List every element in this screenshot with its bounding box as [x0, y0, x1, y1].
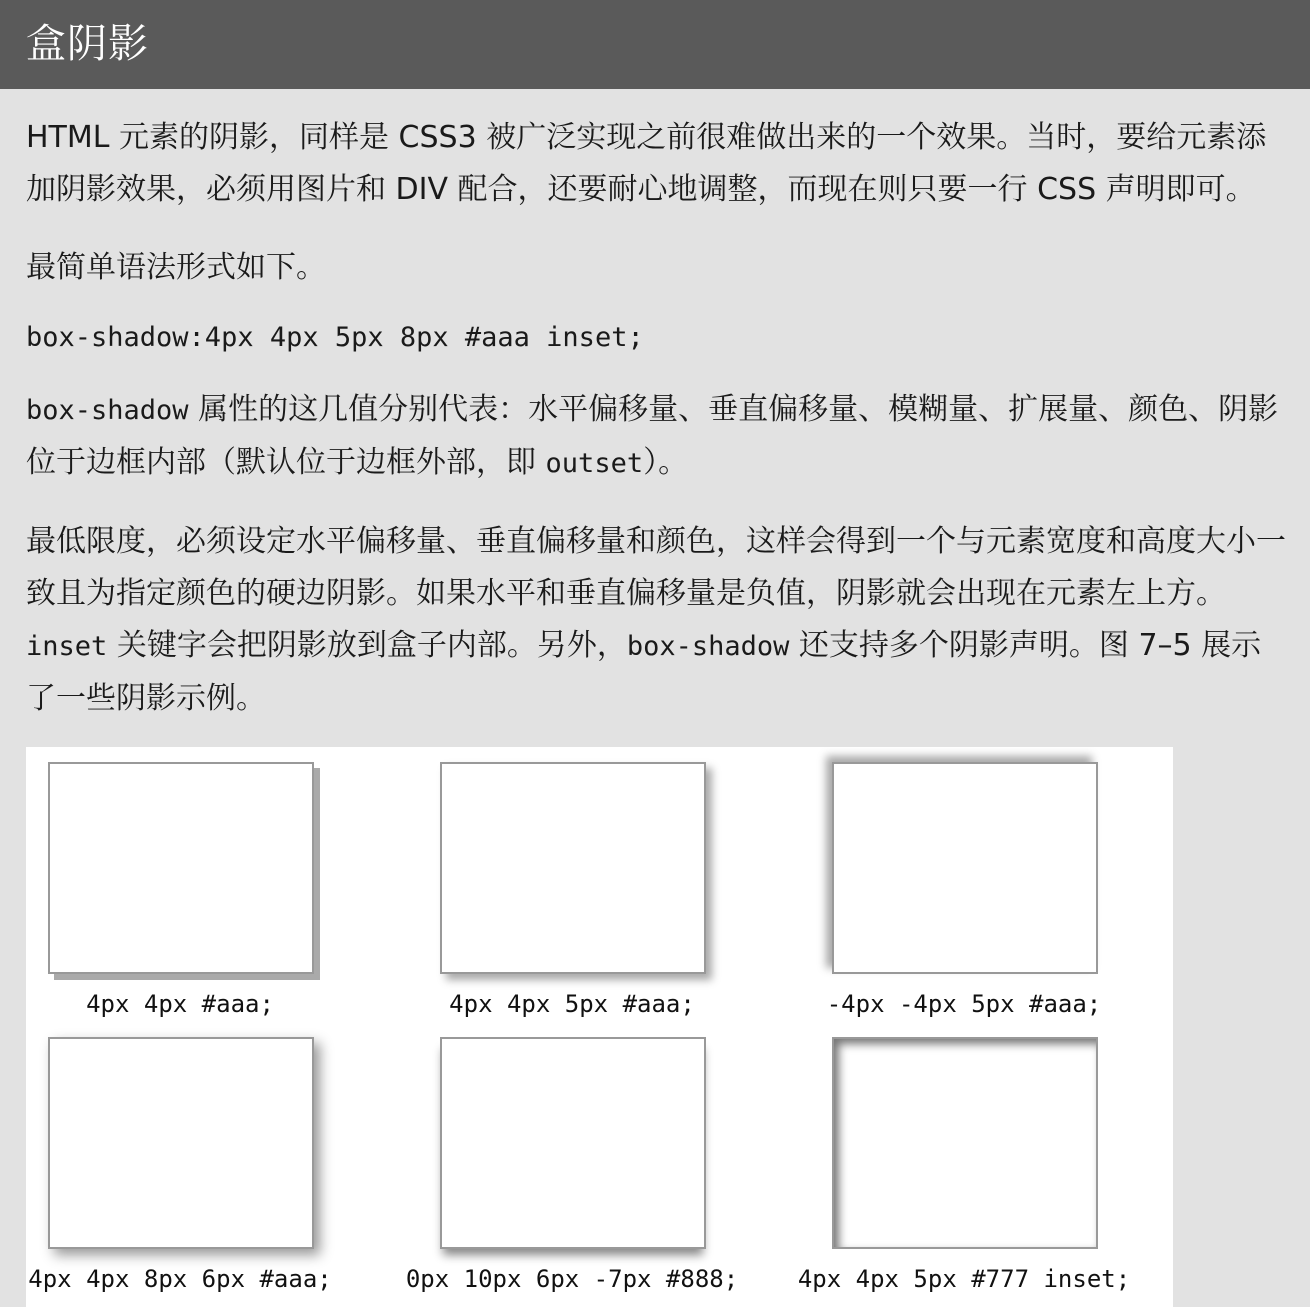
paragraph-text: 关键字会把阴影放到盒子内部。另外， — [107, 628, 627, 663]
syntax-intro-paragraph: 最简单语法形式如下。 — [26, 250, 326, 285]
shadow-examples-figure — [26, 747, 1173, 1307]
paragraph-text: 最低限度，必须设定水平偏移量、垂直偏移量和颜色，这样会得到一个与元素宽度和高度大小一致且为指定颜色的硬边阴影。如果水平和垂直偏移量是负值，阴影就会出现在元素左上方。 — [26, 524, 1286, 611]
shadow-demo-label: 4px 4px 5px #aaa; — [449, 990, 695, 1018]
inline-code: inset — [26, 631, 108, 662]
shadow-demo-box — [832, 762, 1098, 974]
shadow-demo-box — [832, 1037, 1098, 1249]
inline-code: outset — [545, 448, 644, 479]
inline-code: box-shadow — [26, 395, 189, 426]
page-title: 盒阴影 — [26, 21, 149, 67]
shadow-demo-label: 4px 4px 8px 6px #aaa; — [28, 1265, 332, 1293]
minimum-paragraph — [26, 516, 1288, 725]
shadow-demo-box — [440, 762, 706, 974]
values-paragraph — [26, 384, 1288, 490]
shadow-demo-box — [48, 1037, 314, 1249]
page-header — [0, 0, 1310, 89]
inline-code: box-shadow — [626, 631, 790, 662]
paragraph-text: 还支持多个阴影声明。图 7–5 展示了一些阴影示例。 — [26, 628, 1262, 716]
intro-paragraph: HTML 元素的阴影，同样是 CSS3 被广泛实现之前很难做出来的一个效果。当时，要给元素添加阴影效果，必须用图片和 DIV 配合，还要耐心地调整，而现在则只要一行 CSS 声明即可。 — [26, 120, 1267, 207]
shadow-demo-label: -4px -4px 5px #aaa; — [826, 990, 1102, 1018]
shadow-demo-box — [440, 1037, 706, 1249]
article-body — [26, 112, 1288, 725]
paragraph-text: ）。 — [643, 445, 689, 480]
shadow-demo-label: 4px 4px 5px #777 inset; — [797, 1265, 1131, 1293]
code-example: box-shadow:4px 4px 5px 8px #aaa inset; — [26, 322, 644, 353]
shadow-demo-box — [48, 762, 314, 974]
shadow-demo-label: 0px 10px 6px -7px #888; — [405, 1265, 739, 1293]
shadow-demo-label: 4px 4px #aaa; — [86, 990, 274, 1018]
paragraph-text: 属性的这几值分别代表：水平偏移量、垂直偏移量、模糊量、扩展量、颜色、阴影位于边框内部（默认位于边框外部，即 — [26, 392, 1279, 480]
